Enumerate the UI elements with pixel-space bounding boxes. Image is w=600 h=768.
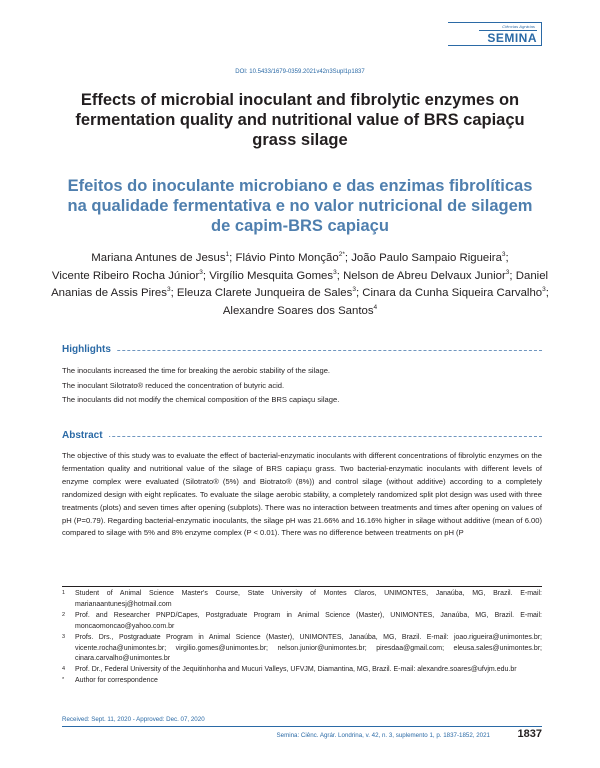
footnote xyxy=(62,611,542,633)
logo-title: SEMINA xyxy=(487,31,537,45)
footnote xyxy=(62,633,542,666)
footnote-mark: 2 xyxy=(62,611,66,618)
footnote-divider xyxy=(62,586,542,587)
logo-subtitle: Ciências Agrárias xyxy=(502,24,535,29)
footnote-text: Author for correspondence xyxy=(75,677,158,685)
doi-link[interactable]: DOI: 10.5433/1679-0359.2021v42n3Supl1p1837 xyxy=(235,69,365,75)
author: Daniel Ananias de Assis Pires$^3$; xyxy=(51,269,549,300)
article-title: Effects of microbial inoculant and fibrolytic enzymes on fermentation quality and nutritional value of BRS capiaçu grass silage xyxy=(75,91,525,149)
author: Flávio Pinto Monção$^{2*}$; xyxy=(235,251,352,264)
journal-citation: Semina: Ciênc. Agrár. Londrina, v. 42, n. 3, suplemento 1, p. 1837-1852, 2021 xyxy=(276,732,490,739)
highlights-section-header xyxy=(62,344,542,358)
footnote xyxy=(62,665,542,676)
received-dates: Received: Sept. 11, 2020 - Approved: Dec. 07, 2020 xyxy=(62,716,205,723)
highlight-item: The inoculant Silotrato® reduced the concentration of butyric acid. xyxy=(62,380,285,390)
highlights-list xyxy=(62,364,542,408)
footnote-mark: 4 xyxy=(62,666,66,673)
footnote-list xyxy=(62,589,542,687)
highlight-item: The inoculants increased the time for breaking the aerobic stability of the silage. xyxy=(62,366,331,375)
author: Nelson de Abreu Delvaux Junior$^3$; xyxy=(343,268,516,282)
footnote-mark: 3 xyxy=(62,633,66,640)
footnote-text: Prof. Dr., Federal University of the Jequitinhonha and Mucuri Valleys, UFVJM, Diamantina, MG, Brazil. E-mail: alexandre.soares@ufvjm.edu.br xyxy=(75,666,517,674)
author: Vicente Ribeiro Rocha Júnior$^3$; xyxy=(51,268,210,282)
page-number: 1837 xyxy=(517,728,542,740)
footnote-mark: * xyxy=(62,677,65,684)
abstract-section-header xyxy=(62,430,542,444)
highlight-item: The inoculants did not modify the chemical composition of the BRS capiaçu silage. xyxy=(62,395,340,404)
author: João Paulo Sampaio Rigueira$^3$; xyxy=(351,251,509,264)
author: Eleuza Clarete Junqueira de Sales$^3$; xyxy=(176,286,363,300)
footnote-mark: 1 xyxy=(62,590,66,596)
abstract-heading: Abstract xyxy=(62,430,109,442)
highlights-divider xyxy=(62,350,542,351)
footnote-text: Student of Animal Science Master's Course, State University of Montes Claros, UNIMONTES, Janaúba, MG, Brazil. E-mail: marianaantunesj@hotmail.com xyxy=(75,590,542,608)
footnote xyxy=(62,676,542,687)
author: Mariana Antunes de Jesus$^1$; xyxy=(91,251,236,264)
article-title-portuguese: Efeitos do inoculante microbiano e das enzimas fibrolíticas na qualidade fermentativa e no valor nutricional de silagem de capim-BRS capiaçu xyxy=(67,177,533,235)
footnote-text: Profs. Drs., Postgraduate Program in Animal Science (Master), UNIMONTES, Janaúba, MG, Brazil. E-mail: joao.rigueira@unimontes.br; vicente.rocha@unimontes.br; virgilio.gomes@unimontes.br; nelson.junior@unimontes.br; piresdaa@gmail.com; eleusa.sales@unimontes.br; cinara.carvalho@unimontes.br xyxy=(75,633,542,663)
abstract-divider xyxy=(62,436,542,437)
author: Alexandre Soares dos Santos$^4$ xyxy=(222,303,378,317)
author: Cinara da Cunha Siqueira Carvalho$^3$; xyxy=(362,286,549,300)
abstract-text: The objective of this study was to evaluate the effect of bacterial-enzymatic inoculants with different concentrations of fibrolytic enzymes on the fermentation quality and nutritional value of the silage of BRS capiaçu grass. Two bacterial-enzymatic inoculants with different levels of enzyme complex were evaluated (Silotrato® (5%) and Biotrato® (8%)) and control silage (without additive) according to a completely randomized design with eight replicates. To evaluate the silage aerobic stability, a completely randomized split plot design was used with three treatments (plots) and seven times after opening (subplots). There was no interaction between treatments and times after opening on values of pH (P=0.79). Regarding bacterial-enzymatic inoculants, the silage pH was 21.66% and 16.16% higher in silage without additive (mean of 6.00) compared to silage with 5% and 8% enzyme complex (P < 0.01). There was no difference between treatments on pH (P xyxy=(62,451,542,538)
author: Virgílio Mesquita Gomes$^3$; xyxy=(209,268,344,282)
highlights-heading: Highlights xyxy=(62,344,117,356)
footer-divider xyxy=(62,726,542,727)
journal-logo xyxy=(448,22,542,46)
footnote xyxy=(62,589,542,611)
footnote-text: Prof. and Researcher PNPD/Capes, Postgraduate Program in Animal Science (Master), UNIMONTES, Janaúba, MG, Brazil. E-mail: moncaomoncao@yahoo.com.br xyxy=(75,611,542,630)
author-list xyxy=(48,250,552,320)
